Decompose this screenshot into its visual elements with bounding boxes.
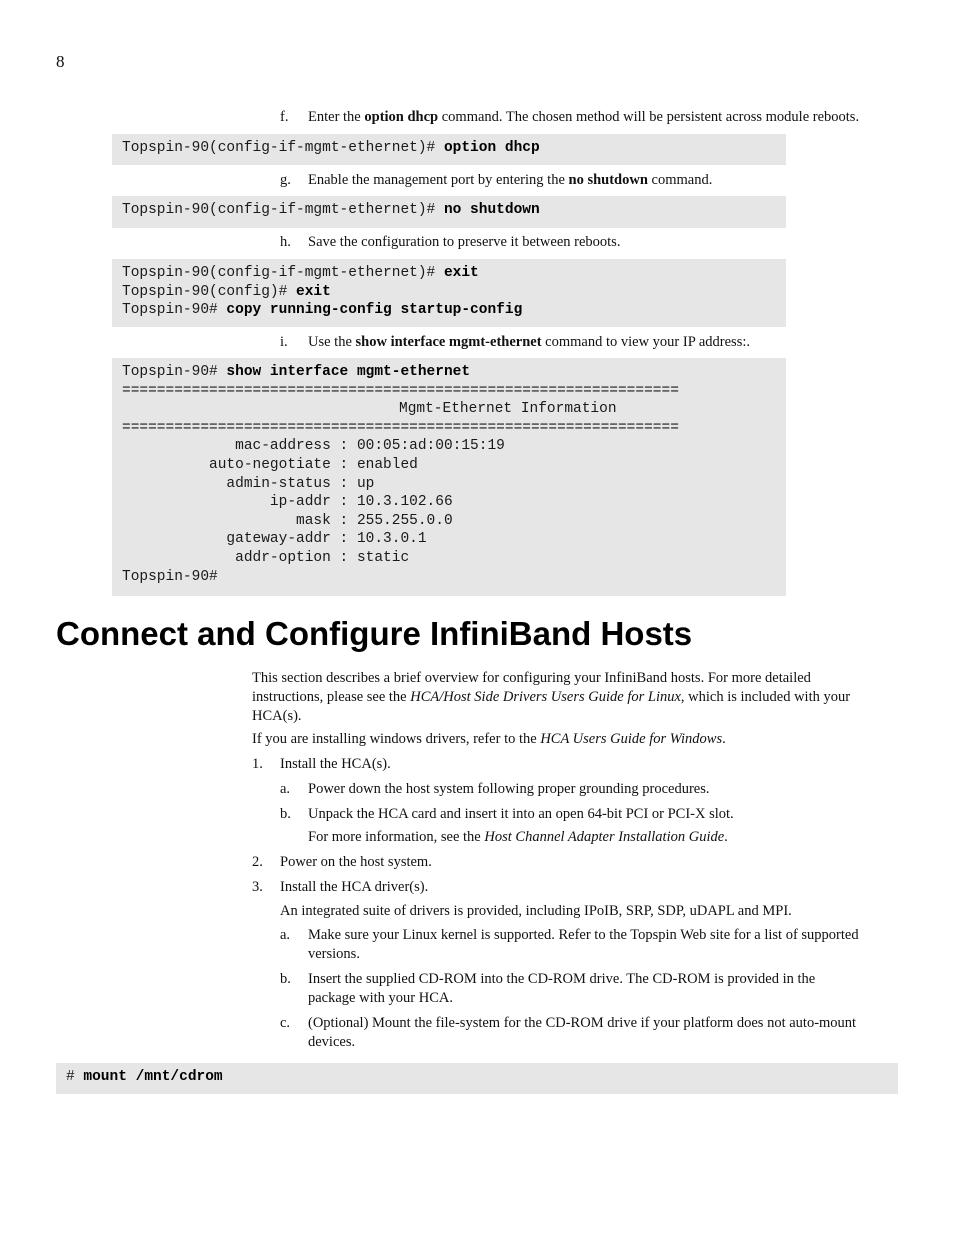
list-item-1b-note: For more information, see the Host Channel Adapter Installation Guide. (308, 829, 728, 845)
rule-line: ================================================================ (122, 419, 679, 436)
step-text: Save the configuration to preserve it between reboots. (308, 234, 621, 250)
section-heading: Connect and Configure InfiniBand Hosts (56, 615, 693, 652)
code-save-config: Topspin-90(config-if-mgmt-ethernet)# exit Topspin-90(config)# exit Topspin-90# copy running-config startup-config (112, 259, 786, 327)
windows-note: If you are installing windows drivers, refer to the HCA Users Guide for Windows. (252, 731, 726, 747)
info-row: ip-addr : 10.3.102.66 (122, 494, 453, 511)
step-text: Use the show interface mgmt-ethernet command to view your IP address:. (308, 334, 750, 350)
info-row: addr-option : static (122, 549, 410, 566)
code-no-shutdown: Topspin-90(config-if-mgmt-ethernet)# no shutdown (112, 196, 786, 228)
info-row: gateway-addr : 10.3.0.1 (122, 531, 427, 548)
info-row: mask : 255.255.0.0 (122, 512, 453, 529)
info-row: admin-status : up (122, 475, 375, 492)
code-show-interface: Topspin-90# show interface mgmt-ethernet ================================================================ Mgmt-Ethernet Information ================================================================ mac-address : 00:05:ad:00:15:19 auto-negotiate : enabled admin-status : up ip-addr : 10.3.102.66 mask : 255.255.0.0 gateway-addr : 10.3.0.1 addr-option : static Topspin-90# (112, 358, 786, 596)
guide-title: HCA/Host Side Drivers Users Guide for Linux (410, 689, 681, 705)
step-marker: f. (280, 109, 289, 125)
step-marker: i. (280, 334, 288, 350)
list-item-3c: c. (Optional) Mount the file-system for the CD-ROM drive if your platform does not auto-mount devices. (280, 1015, 857, 1050)
rule-line: ================================================================ (122, 382, 679, 399)
list-item-3-note: An integrated suite of drivers is provided, including IPoIB, SRP, SDP, uDAPL and MPI. (280, 903, 792, 919)
info-row: mac-address : 00:05:ad:00:15:19 (122, 438, 505, 455)
page-number: 8 (56, 52, 65, 71)
code-option-dhcp: Topspin-90(config-if-mgmt-ethernet)# option dhcp (112, 134, 786, 165)
info-row: auto-negotiate : enabled (122, 456, 418, 473)
guide-title: HCA Users Guide for Windows (540, 731, 723, 747)
guide-title: Host Channel Adapter Installation Guide (484, 829, 725, 845)
intro-paragraph: This section describes a brief overview for configuring your InfiniBand hosts. For more detailed instructions, please see the HCA/Host Side Drivers Users Guide for Linux, which is included with your HCA(s). (252, 670, 851, 724)
step-marker: h. (280, 234, 291, 250)
info-title: Mgmt-Ethernet Information (399, 401, 617, 418)
list-item-3b: b. Insert the supplied CD-ROM into the CD-ROM drive. The CD-ROM is provided in the package with your HCA. (280, 971, 816, 1006)
code-mount-cdrom: # mount /mnt/cdrom (56, 1063, 898, 1094)
step-text: Enter the option dhcp command. The chosen method will be persistent across module reboots. (308, 109, 860, 125)
list-item-3a: a. Make sure your Linux kernel is supported. Refer to the Topspin Web site for a list of supported versions. (280, 927, 859, 962)
step-marker: g. (280, 172, 291, 188)
end-prompt: Topspin-90# (122, 568, 218, 585)
step-text: Enable the management port by entering the no shutdown command. (308, 172, 713, 188)
